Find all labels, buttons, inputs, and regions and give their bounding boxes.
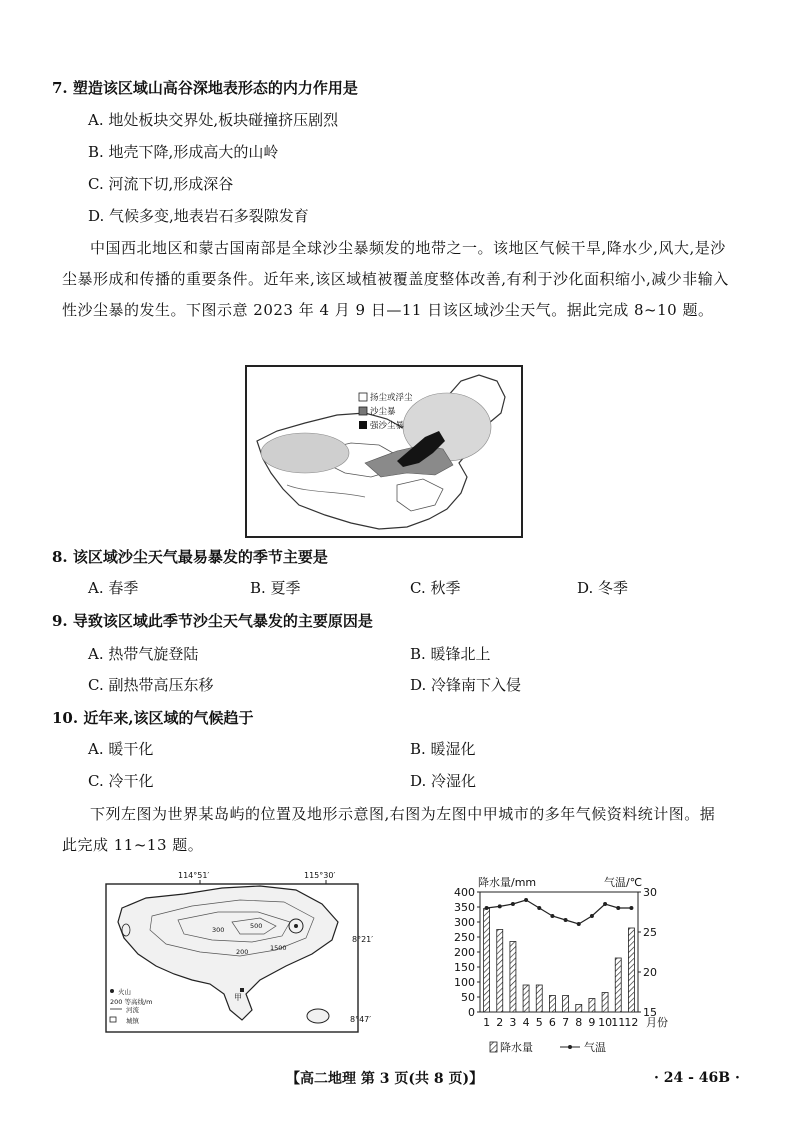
- city-jia-label: 甲: [234, 993, 242, 1002]
- map1-legend-severe: 强沙尘暴: [370, 421, 405, 431]
- temp-axis-label: 气温/℃: [604, 876, 643, 889]
- q7-option-a: A. 地处板块交界处,板块碰撞挤压剧烈: [88, 111, 339, 129]
- precip-tick-label: 300: [454, 916, 475, 929]
- contour-label-500: 500: [250, 922, 263, 930]
- temp-tick-label: 15: [643, 1006, 657, 1019]
- q8-option-a: A. 春季: [88, 579, 139, 597]
- temp-tick-label: 20: [643, 966, 657, 979]
- temp-point: [524, 898, 528, 902]
- passage-8-10-text: 中国西北地区和蒙古国南部是全球沙尘暴频发的地带之一。该地区气候干旱,降水少,风大,是沙尘暴形成和传播的重要条件。近年来,该区域植被覆盖度整体改善,有利于沙化面积缩小,减少非输入性沙尘暴的发生。下图示意 2023 年 4 月 9 日—11 日该区域沙尘天气。据此完成 8~10 题。: [62, 239, 729, 319]
- dust-haze-area-west: [261, 433, 349, 473]
- temp-series-line: [487, 900, 632, 924]
- map1-legend-haze: 扬尘或浮尘: [370, 393, 413, 403]
- q10-option-a: A. 暖干化: [88, 740, 154, 758]
- map2-legend-volcano: 火山: [118, 988, 131, 996]
- contour-label-1500: 1500: [270, 944, 287, 952]
- temp-point: [603, 902, 607, 906]
- q7-option-c: C. 河流下切,形成深谷: [88, 175, 234, 193]
- map2-legend-river: 河流: [126, 1006, 139, 1014]
- temp-point: [537, 906, 541, 910]
- climate-chart-svg: [420, 872, 700, 1062]
- precip-bar: [589, 999, 595, 1013]
- lon-label-west: 114°51′: [178, 871, 210, 880]
- temp-tick-label: 30: [643, 886, 657, 899]
- q8-option-d: D. 冬季: [577, 579, 629, 597]
- precip-axis-label: 降水量/mm: [478, 876, 537, 889]
- contour-label-300: 300: [212, 926, 225, 934]
- precip-tick-label: 100: [454, 976, 475, 989]
- contour-label-200: 200: [236, 948, 249, 956]
- precip-bar: [563, 996, 569, 1013]
- q7-option-b: B. 地壳下降,形成高大的山岭: [88, 143, 279, 161]
- dust-map-figure: [247, 367, 521, 536]
- island-map: [100, 870, 374, 1040]
- precip-bar: [484, 909, 490, 1013]
- q10-stem: 10. 近年来,该区域的气候趋于: [52, 709, 254, 727]
- climate-chart: [420, 872, 700, 1062]
- precip-tick-label: 200: [454, 946, 475, 959]
- x-axis-unit: 月份: [646, 1016, 668, 1029]
- precip-bar: [602, 993, 608, 1013]
- map1-legend-box: [359, 393, 367, 401]
- q9-option-c: C. 副热带高压东移: [88, 676, 214, 694]
- month-label: 3: [509, 1016, 517, 1029]
- temp-point: [498, 904, 502, 908]
- temp-point: [511, 902, 515, 906]
- passage-8-10: [62, 233, 730, 326]
- q7-option-d: D. 气候多变,地表岩石多裂隙发育: [88, 207, 309, 225]
- q10-option-c: C. 冷干化: [88, 772, 154, 790]
- precip-tick-label: 250: [454, 931, 475, 944]
- plot-frame: [480, 892, 638, 1012]
- precip-bar: [510, 942, 516, 1013]
- q9-option-d: D. 冷锋南下入侵: [410, 676, 522, 694]
- precip-bar: [497, 930, 503, 1013]
- temp-point: [485, 906, 489, 910]
- passage-11-13-text: 下列左图为世界某岛屿的位置及地形示意图,右图为左图中甲城市的多年气候资料统计图。据此完成 11~13 题。: [62, 805, 716, 854]
- page-footer: 【高二地理 第 3 页(共 8 页)】: [286, 1071, 484, 1087]
- paper-code: · 24 - 46B ·: [654, 1070, 740, 1086]
- temp-point: [629, 906, 633, 910]
- precip-bar: [536, 985, 542, 1012]
- precip-bar: [549, 996, 555, 1013]
- temp-point: [550, 914, 554, 918]
- precip-bar: [615, 958, 621, 1012]
- legend-precip: 降水量: [500, 1041, 533, 1054]
- lat-label-south: 8°47′: [350, 1015, 372, 1024]
- precip-tick-label: 350: [454, 901, 475, 914]
- q10-option-b: B. 暖湿化: [410, 740, 476, 758]
- month-label: 2: [496, 1016, 504, 1029]
- month-label: 1: [483, 1016, 491, 1029]
- precip-bars: [484, 909, 635, 1013]
- legend-temp: 气温: [584, 1041, 606, 1054]
- map2-legend-contour: 200 等高线/m: [110, 998, 153, 1006]
- precip-tick-label: 50: [461, 991, 475, 1004]
- dust-weather-map: [245, 365, 523, 538]
- precip-tick-label: 400: [454, 886, 475, 899]
- map2-legend-town: 城镇: [126, 1017, 139, 1025]
- city-jia-marker: [240, 988, 244, 992]
- temp-tick-label: 25: [643, 926, 657, 939]
- q10-option-d: D. 冷湿化: [410, 772, 477, 790]
- month-label: 5: [535, 1016, 543, 1029]
- month-label: 9: [588, 1016, 596, 1029]
- temp-line: [485, 898, 634, 926]
- month-label: 12: [624, 1016, 639, 1029]
- precip-tick-label: 0: [468, 1006, 475, 1019]
- q9-option-b: B. 暖锋北上: [410, 645, 491, 663]
- q8-option-c: C. 秋季: [410, 579, 461, 597]
- lon-label-east: 115°30′: [304, 871, 336, 880]
- lat-label-north: 8°21′: [352, 935, 374, 944]
- precip-bar: [523, 985, 529, 1012]
- temp-point: [577, 922, 581, 926]
- precip-bar: [628, 928, 634, 1012]
- q9-option-a: A. 热带气旋登陆: [88, 645, 199, 663]
- temp-point: [616, 906, 620, 910]
- q7-stem: 7. 塑造该区域山高谷深地表形态的内力作用是: [52, 79, 358, 97]
- q9-stem: 9. 导致该区域此季节沙尘天气暴发的主要原因是: [52, 612, 373, 630]
- temp-point: [590, 914, 594, 918]
- q8-stem: 8. 该区域沙尘天气最易暴发的季节主要是: [52, 548, 328, 566]
- map1-legend-dust-storm: 沙尘暴: [370, 407, 396, 417]
- month-label: 4: [522, 1016, 530, 1029]
- month-label: 6: [548, 1016, 556, 1029]
- passage-11-13: [62, 799, 730, 861]
- month-label: 7: [562, 1016, 570, 1029]
- precip-bar: [576, 1005, 582, 1013]
- temp-point: [564, 918, 568, 922]
- month-label: 10: [598, 1016, 613, 1029]
- month-label: 8: [575, 1016, 583, 1029]
- q8-option-b: B. 夏季: [250, 579, 301, 597]
- precip-tick-label: 150: [454, 961, 475, 974]
- island-map-figure: [100, 870, 374, 1040]
- month-label: 11: [611, 1016, 626, 1029]
